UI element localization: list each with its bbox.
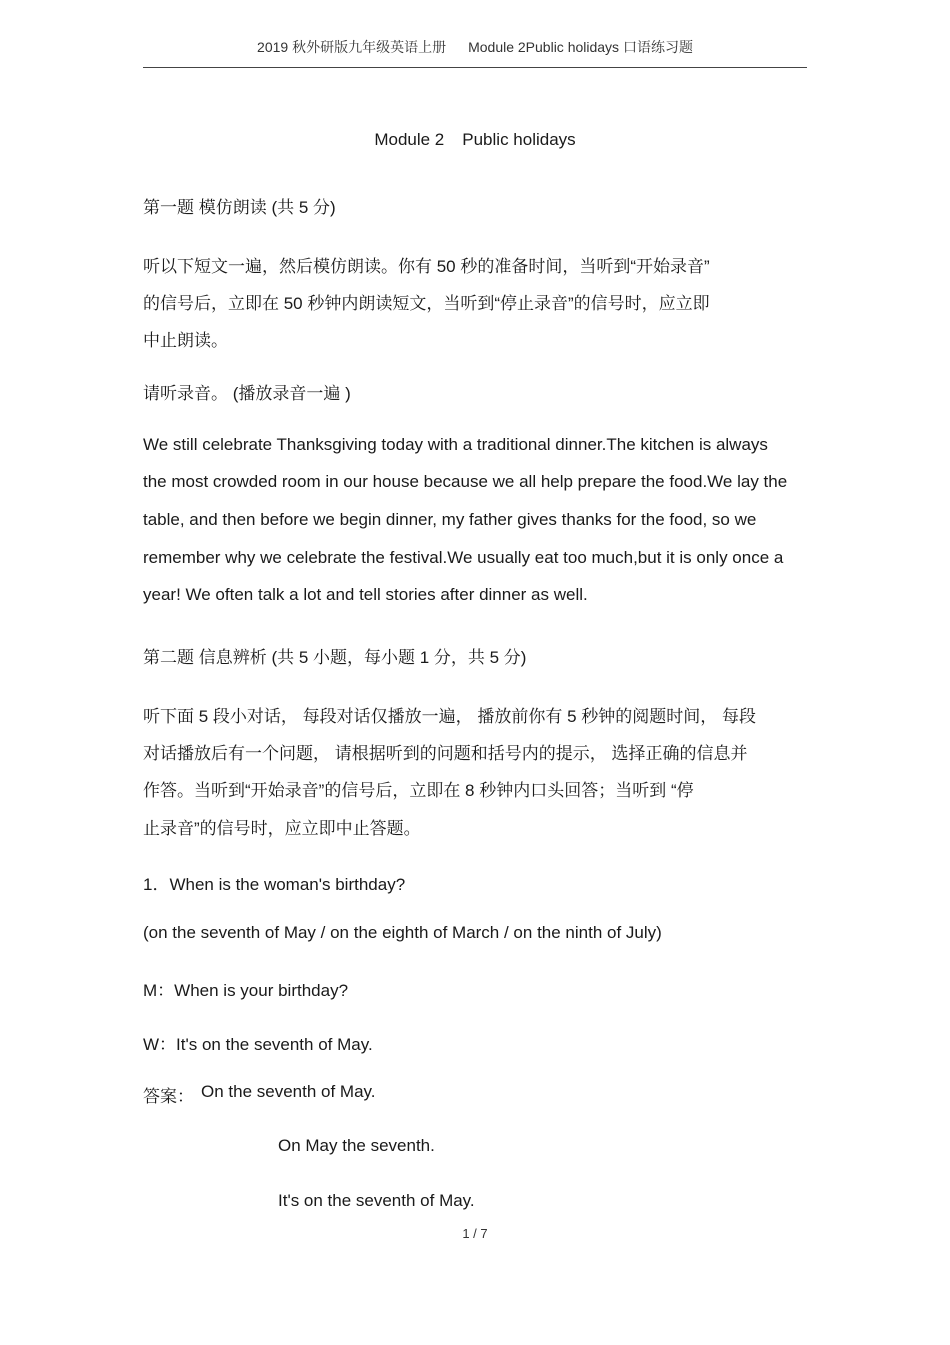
header-right: Module 2Public holidays 口语练习题 — [468, 39, 693, 55]
dialogue-woman: W：It's on the seventh of May. — [143, 1035, 373, 1054]
page-header — [0, 37, 950, 57]
listen-prompt: 请听录音。 (播放录音一遍 ) — [143, 384, 351, 403]
section1-heading: 第一题 模仿朗读 (共 5 分) — [143, 198, 336, 217]
passage-line: year! We often talk a lot and tell stories after dinner as well. — [143, 585, 588, 604]
answer-label: 答案： — [143, 1087, 194, 1106]
passage-line: the most crowded room in our house because we all help prepare the food.We lay the — [143, 472, 788, 491]
answer-line: On the seventh of May. — [201, 1082, 376, 1101]
answer-line: On May the seventh. — [278, 1136, 435, 1155]
passage-line: We still celebrate Thanksgiving today with a traditional dinner.The kitchen is always — [143, 435, 768, 454]
header-left: 2019 秋外研版九年级英语上册 — [257, 39, 447, 55]
section1-instruction-line: 听以下短文一遍，然后模仿朗读。你有 50 秒的准备时间，当听到“开始录音” — [143, 257, 710, 276]
section1-instruction-line: 中止朗读。 — [143, 331, 228, 350]
module-number: Module 2 — [374, 130, 445, 149]
page-number: 1 / 7 — [462, 1226, 488, 1241]
section2-instruction-line: 作答。当听到“开始录音”的信号后，立即在 8 秒钟内口头回答；当听到 “停 — [143, 781, 694, 800]
section2-instruction-line: 止录音”的信号时，应立即中止答题。 — [143, 819, 421, 838]
passage-line: table, and then before we begin dinner, my father gives thanks for the food, so we — [143, 510, 757, 529]
section2-instruction-line: 听下面 5 段小对话， 每段对话仅播放一遍， 播放前你有 5 秒钟的阅题时间， 每段 — [143, 707, 756, 726]
section2-heading: 第二题 信息辨析 (共 5 小题，每小题 1 分，共 5 分) — [143, 648, 527, 667]
section1-instruction-line: 的信号后，立即在 50 秒钟内朗读短文，当听到“停止录音”的信号时，应立即 — [143, 294, 710, 313]
question-1: 1．When is the woman's birthday? — [143, 875, 406, 894]
dialogue-man: M：When is your birthday? — [143, 981, 349, 1000]
answer-line: It's on the seventh of May. — [278, 1191, 475, 1210]
page-title — [0, 130, 950, 150]
header-rule — [143, 67, 807, 68]
question-1-options: (on the seventh of May / on the eighth of March / on the ninth of July) — [143, 923, 662, 942]
passage-line: remember why we celebrate the festival.We usually eat too much,but it is only once a — [143, 548, 784, 567]
section2-instruction-line: 对话播放后有一个问题， 请根据听到的问题和括号内的提示， 选择正确的信息并 — [143, 744, 748, 763]
module-name: Public holidays — [462, 130, 576, 149]
